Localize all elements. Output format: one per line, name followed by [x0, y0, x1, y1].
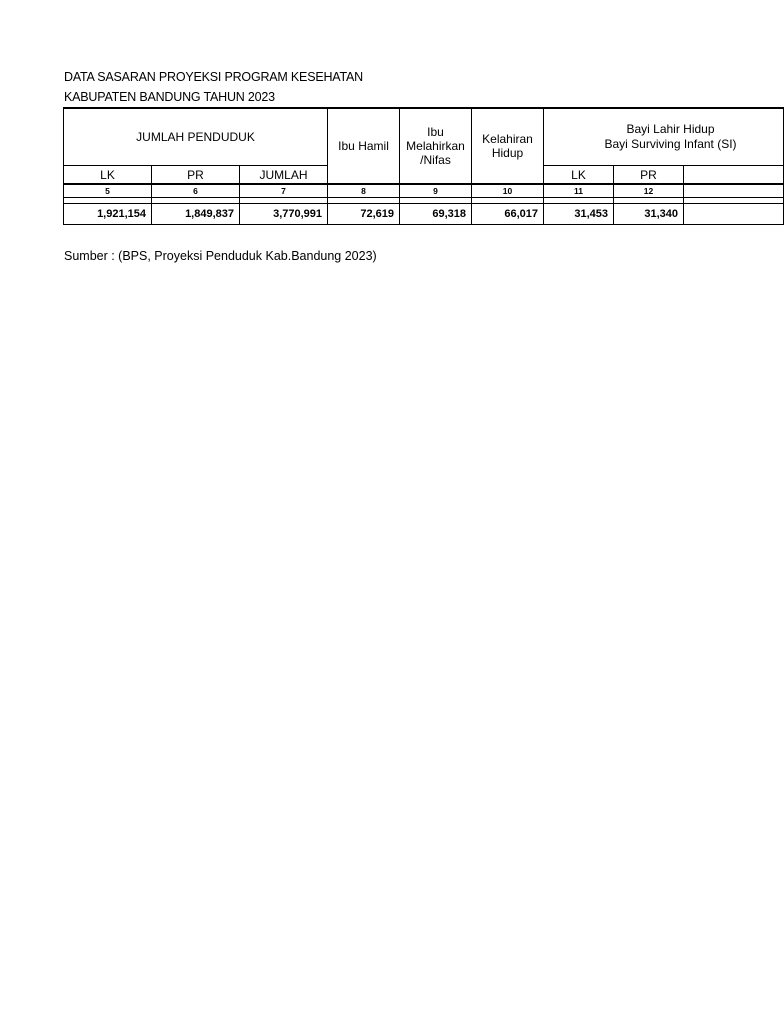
column-number: 7	[240, 184, 328, 198]
header-kelahiran-line2: Hidup	[491, 146, 524, 160]
value-cell: 31,453	[544, 204, 614, 225]
column-number: 11	[544, 184, 614, 198]
column-number: 9	[400, 184, 472, 198]
table-row	[64, 204, 784, 225]
document-title-line1: DATA SASARAN PROYEKSI PROGRAM KESEHATAN	[64, 70, 363, 84]
header-ibu-melahirkan-line2: Melahirkan	[406, 139, 465, 153]
value-cell: 31,340	[614, 204, 684, 225]
document-title-line2: KABUPATEN BANDUNG TAHUN 2023	[64, 90, 275, 104]
column-number-extra	[684, 184, 784, 198]
header-kelahiran-hidup	[472, 108, 544, 184]
column-number: 6	[152, 184, 240, 198]
header-bayi-line1: Bayi Lahir Hidup	[626, 122, 715, 136]
column-number: 5	[64, 184, 152, 198]
value-cell: 72,619	[328, 204, 400, 225]
data-table	[63, 107, 784, 225]
column-number: 10	[472, 184, 544, 198]
subheader-pr: PR	[152, 166, 240, 185]
source-note: Sumber : (BPS, Proyeksi Penduduk Kab.Bandung 2023)	[64, 249, 377, 263]
header-kelahiran-line1: Kelahiran	[482, 132, 533, 146]
value-cell: 69,318	[400, 204, 472, 225]
header-ibu-melahirkan-line1: Ibu	[427, 125, 444, 139]
header-jumlah-penduduk: JUMLAH PENDUDUK	[64, 108, 328, 166]
column-number: 12	[614, 184, 684, 198]
value-cell: 1,849,837	[152, 204, 240, 225]
header-bayi-line2: Bayi Surviving Infant (SI)	[604, 137, 737, 151]
header-ibu-melahirkan-line3: /Nifas	[420, 153, 451, 167]
subheader-jumlah: JUMLAH	[240, 166, 328, 185]
header-ibu-melahirkan	[400, 108, 472, 184]
value-cell: 1,921,154	[64, 204, 152, 225]
subheader-lk: LK	[64, 166, 152, 185]
header-bayi	[544, 108, 784, 166]
table-viewport	[63, 107, 737, 232]
value-cell: 3,770,991	[240, 204, 328, 225]
subheader-bayi-pr: PR	[614, 166, 684, 185]
value-cell: 66,017	[472, 204, 544, 225]
subheader-bayi-lk: LK	[544, 166, 614, 185]
subheader-bayi-extra	[684, 166, 784, 185]
column-number: 8	[328, 184, 400, 198]
value-cell-extra	[684, 204, 784, 225]
header-ibu-hamil: Ibu Hamil	[328, 108, 400, 184]
